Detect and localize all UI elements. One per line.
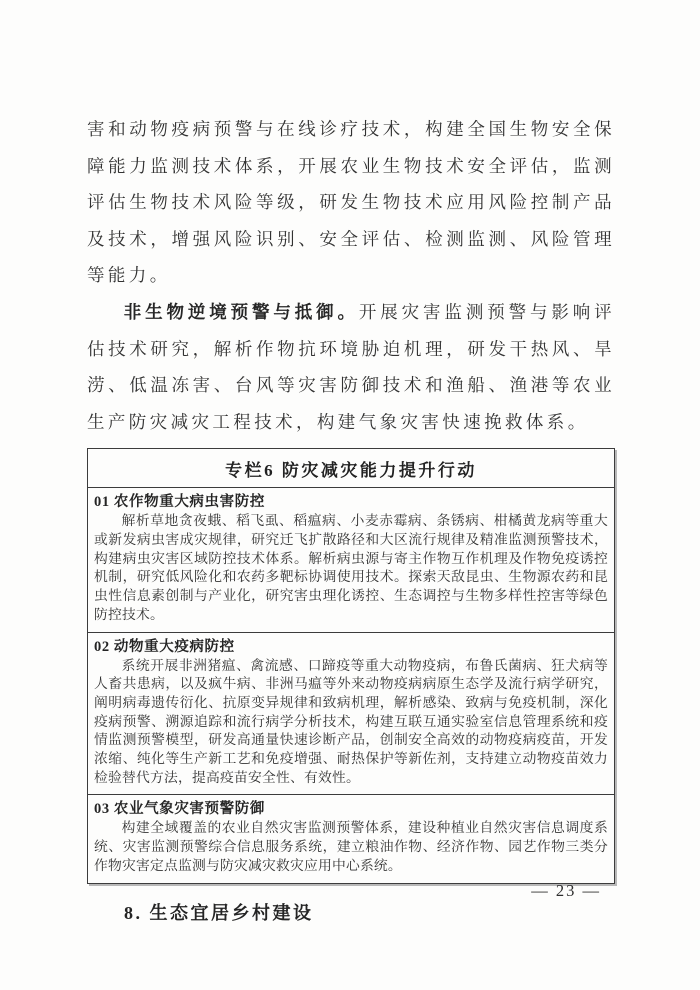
sub-heading-8: 8. 生态宜居乡村建设 (124, 902, 314, 923)
paragraph-lead-bold: 非生物逆境预警与抵御。 (123, 301, 359, 322)
panel-title: 专栏6 防灾减灾能力提升行动 (88, 449, 614, 488)
column-6-panel (87, 448, 615, 883)
paragraph-continuation-text: 害和动物疫病预警与在线诊疗技术，构建全国生物安全保障能力监测技术体系，开展农业生物技术安全评估，监测评估生物技术风险等级，研发生物技术应用风险控制产品及技术，增强风险识别、安全评估、检测监测、风险管理等能力。 (87, 119, 615, 286)
page-number: — 23 — (531, 881, 601, 900)
paragraph-continuation (87, 111, 615, 294)
paragraph-body-text: 开展灾害监测预警与影响评估技术研究，解析作物抗环境胁迫机理，研发干热风、旱涝、低温冻害、台风等灾害防御技术和渔船、渔港等农业生产防灾减灾工程技术，构建气象灾害快速挽救体系。 (87, 301, 615, 432)
page-content (87, 111, 615, 925)
panel-section-01 (88, 488, 614, 632)
section-01-body: 解析草地贪夜蛾、稻飞虱、稻瘟病、小麦赤霉病、条锈病、柑橘黄龙病等重大或新发病虫害成灾规律，研究迁飞扩散路径和大区流行规律及精准监测预警技术，构建病虫灾害区域防控技术体系。解析病虫源与寄主作物互作机理及作物免疫诱控机制，研究低风险化和农药多靶标协调使用技术。探索天敌昆虫、生物源农药和昆虫性信息素创制与产业化，研究害虫理化诱控、生态调控与生物多样性控害等绿色防控技术。 (94, 513, 608, 622)
panel-section-03 (88, 795, 614, 882)
section-02-heading: 02 动物重大疫病防控 (94, 638, 235, 655)
section-03-body: 构建全域覆盖的农业自然灾害监测预警体系，建设种植业自然灾害信息调度系统、灾害监测预警综合信息服务系统，建立粮油作物、经济作物、园艺作物三类分作物灾害定点监测与防灾减灾救灾应用中心系统。 (94, 820, 608, 873)
panel-section-02 (88, 633, 614, 796)
paragraph-abiotic-stress (87, 294, 615, 440)
section-03-heading: 03 农业气象灾害预警防御 (94, 801, 265, 818)
section-02-body: 系统开展非洲猪瘟、禽流感、口蹄疫等重大动物疫病，布鲁氏菌病、狂犬病等人畜共患病，以及疯牛病、非洲马瘟等外来动物疫病病原生态学及流行病学研究，阐明病毒遗传衍化、抗原变异规律和致病机理，解析感染、致病与免疫机制，深化疫病预警、溯源追踪和流行病学分析技术，构建互联互通实验室信息管理系统和疫情监测预警模型，研发高通量快速诊断产品，创制安全高效的动物疫病疫苗，开发浓缩、纯化等生产新工艺和免疫增强、耐热保护等新佐剂，支持建立动物疫苗效力检验替代方法，提高疫苗安全性、有效性。 (94, 657, 608, 785)
section-01-heading: 01 农作物重大病虫害防控 (94, 494, 265, 511)
